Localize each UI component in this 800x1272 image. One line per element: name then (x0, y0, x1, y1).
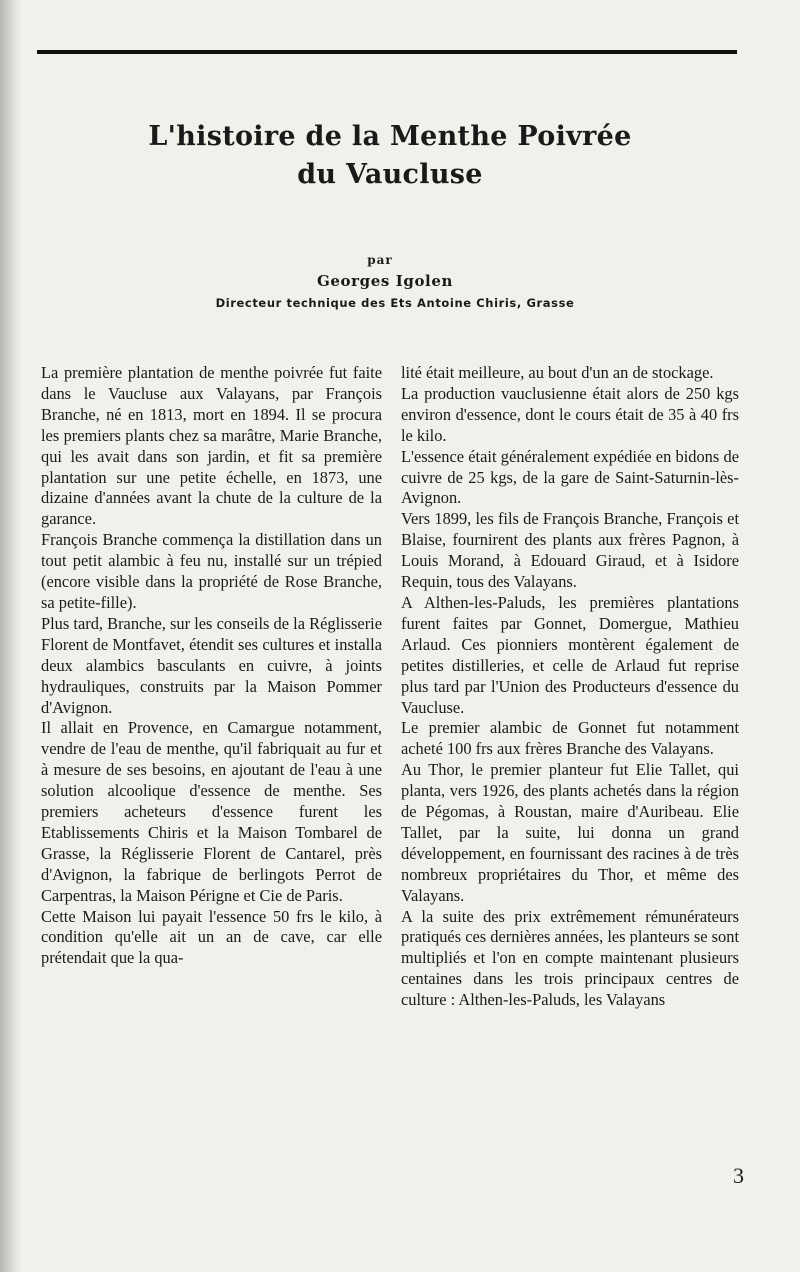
author-affiliation: Directeur technique des Ets Antoine Chiris, Grasse (215, 296, 575, 310)
article-title (60, 118, 720, 194)
paragraph: François Branche commença la distillation dans un tout petit alambic à feu nu, installé sur un trépied (encore visible dans la propriété de Rose Branche, sa petite-fille). (41, 530, 382, 612)
page-number: 3 (733, 1163, 744, 1188)
paragraph: Au Thor, le premier planteur fut Elie Tallet, qui planta, vers 1926, des plants achetés dans la région de Pégomas, à Roustan, maire d'Auribeau. Elie Tallet, par la suite, lui donna un grand développement, en fournissant des racines à de très nombreux propriétaires du Thor, et même des Valayans. (401, 760, 739, 905)
page-binding-shadow (0, 0, 22, 1272)
right-column (401, 363, 739, 1011)
paragraph: lité était meilleure, au bout d'un an de stockage. (401, 363, 714, 382)
paragraph: Il allait en Provence, en Camargue notamment, vendre de l'eau de menthe, qu'il fabriquait au fur et à mesure de ses besoins, en ajoutant de l'eau à une solution alcoolique d'essence de menthe. Ses premiers acheteurs d'essence furent les Etablissements Chiris et la Maison Tombarel de Grasse, la Réglisserie Florent de Cantarel, près d'Avignon, la fabrique de berlingots Perrot de Carpentras, la Maison Périgne et Cie de Paris. (41, 718, 382, 905)
paragraph: Le premier alambic de Gonnet fut notamment acheté 100 frs aux frères Branche des Valayans. (401, 718, 739, 759)
paragraph: Plus tard, Branche, sur les conseils de la Réglisserie Florent de Montfavet, étendit ses cultures et installa deux alambics basculants en cuivre, à joints hydrauliques, construits par la Maison Pommer d'Avignon. (41, 613, 382, 717)
byline-par: par (367, 253, 393, 267)
paragraph: L'essence était généralement expédiée en bidons de cuivre de 25 kgs, de la gare de Saint-Saturnin-lès-Avignon. (401, 446, 739, 508)
paragraph: La production vauclusienne était alors de 250 kgs environ d'essence, dont le cours était de 35 à 40 frs le kilo. (401, 383, 739, 445)
paragraph: Cette Maison lui payait l'essence 50 frs le kilo, à condition qu'elle ait un an de cave, car elle prétendait que la qua- (41, 906, 382, 968)
author-name: Georges Igolen (316, 272, 454, 290)
title-line-2: du Vaucluse (297, 159, 483, 190)
title-line-1: L'histoire de la Menthe Poivrée (148, 121, 632, 152)
left-column (41, 363, 382, 969)
paragraph: A Althen-les-Paluds, les premières plantations furent faites par Gonnet, Domergue, Mathieu Arlaud. Ces pionniers montèrent également de petites distilleries, et celle de Arlaud fut reprise plus tard par l'Union des Producteurs d'essence du Vaucluse. (401, 592, 739, 717)
paragraph: Vers 1899, les fils de François Branche, François et Blaise, fournirent des plants aux frères Pagnon, à Louis Morand, à Edouard Giraud, et à Isidore Requin, tous des Valayans. (401, 509, 739, 592)
top-rule (37, 50, 737, 54)
paragraph: A la suite des prix extrêmement rémunérateurs pratiqués ces dernières années, les planteurs se sont multipliés et l'on en compte maintenant plusieurs centaines dans les trois principaux centres de culture : Althen-les-Paluds, les Valayans (401, 906, 739, 1010)
paragraph: La première plantation de menthe poivrée fut faite dans le Vaucluse aux Valayans, par François Branche, né en 1813, mort en 1894. Il se procura les premiers plants chez sa marâtre, Marie Branche, qui les avait dans son jardin, et fit sa première plantation sur une petite échelle, en 1873, une dizaine d'années avant la chute de la culture de la garance. (41, 363, 382, 529)
